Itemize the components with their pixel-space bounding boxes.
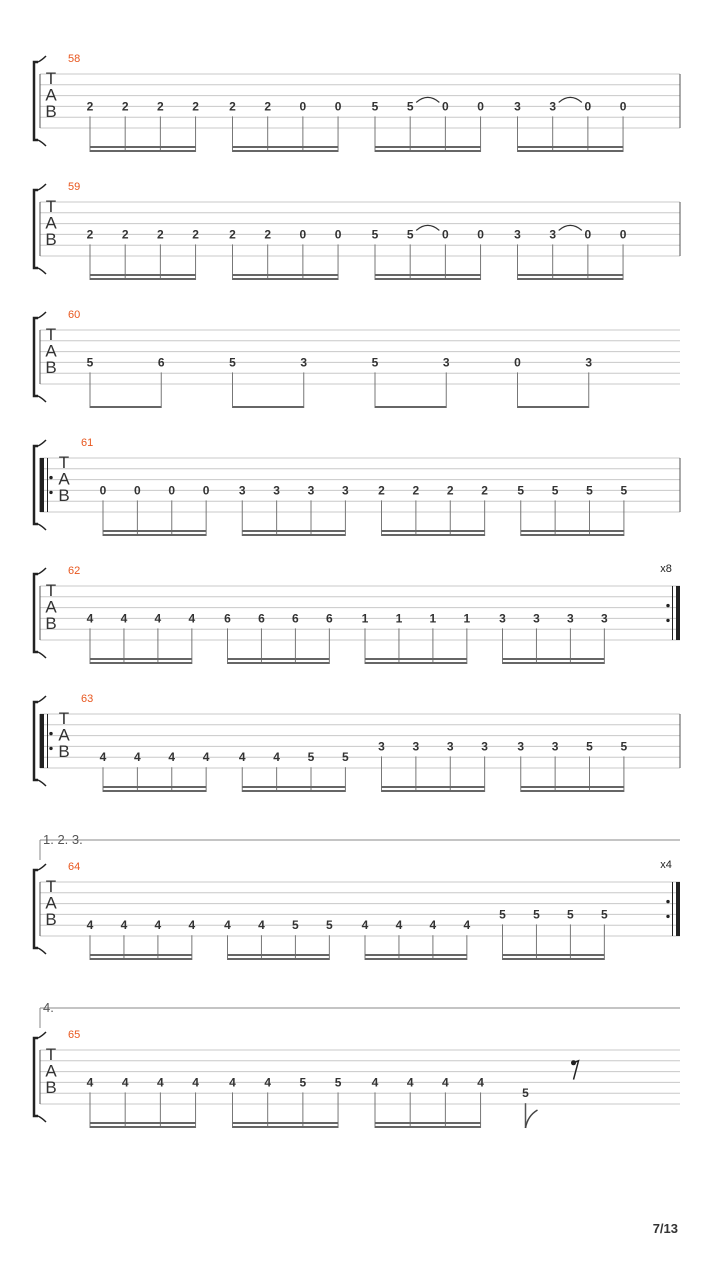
fret-number: 2 <box>446 483 454 498</box>
fret-number: 4 <box>86 918 94 933</box>
repeat-end-thick-bar <box>676 586 680 640</box>
beam-secondary <box>233 146 339 148</box>
tab-system-63 <box>34 693 680 792</box>
beam-secondary <box>365 658 467 660</box>
fret-number: 4 <box>273 750 280 765</box>
fret-number: 3 <box>514 227 521 242</box>
fret-number: 5 <box>522 1086 529 1101</box>
volta-label: 1. 2. 3. <box>43 832 83 847</box>
beam-primary <box>90 662 192 664</box>
fret-number: 0 <box>584 227 592 242</box>
beam-primary <box>503 958 605 960</box>
fret-number: 0 <box>299 227 307 242</box>
tab-clef-b: B <box>45 357 57 377</box>
beam-secondary <box>375 1122 481 1124</box>
fret-number: 4 <box>224 918 231 933</box>
system-bracket <box>34 446 38 524</box>
beam-secondary <box>90 274 196 276</box>
beam-secondary <box>521 786 624 788</box>
beam-group <box>87 99 200 152</box>
beam-group <box>100 750 210 792</box>
beam-secondary <box>233 274 339 276</box>
beam-secondary <box>242 786 345 788</box>
tab-clef-b: B <box>58 741 70 761</box>
beam-group <box>517 483 627 536</box>
beam-group <box>372 1075 485 1128</box>
fret-number: 5 <box>229 355 236 370</box>
beam-secondary <box>375 146 481 148</box>
beam-secondary <box>90 1122 196 1124</box>
beam-secondary <box>103 786 206 788</box>
fret-number: 3 <box>300 355 308 370</box>
tab-clef-t: T <box>45 876 57 896</box>
fret-number: 0 <box>334 99 342 114</box>
fret-number: 0 <box>334 227 342 242</box>
beam-group <box>229 355 307 408</box>
eighth-flag <box>526 1110 538 1128</box>
fret-number: 0 <box>299 99 307 114</box>
fret-number: 3 <box>551 739 559 754</box>
fret-number: 4 <box>120 918 128 933</box>
repeat-dot <box>666 915 669 918</box>
beam-primary <box>90 278 196 280</box>
fret-number: 5 <box>307 750 315 765</box>
fret-number: 3 <box>481 739 488 754</box>
tab-clef-t: T <box>45 68 57 88</box>
system-bracket <box>34 870 38 948</box>
fret-number: 5 <box>533 907 540 922</box>
fret-number: 0 <box>619 99 627 114</box>
fret-number: 0 <box>477 227 484 242</box>
fret-number: 0 <box>168 483 176 498</box>
tab-clef-t: T <box>58 708 70 728</box>
beam-primary <box>90 1126 196 1128</box>
fret-number: 3 <box>601 611 608 626</box>
repeat-start-thick-bar <box>40 458 44 512</box>
beam-secondary <box>518 274 624 276</box>
beam-primary <box>518 406 589 408</box>
fret-number: 4 <box>238 750 246 765</box>
tab-clef-t: T <box>45 580 57 600</box>
beam-secondary <box>382 530 485 532</box>
fret-number: 4 <box>188 611 196 626</box>
beam-primary <box>90 958 192 960</box>
beam-group <box>87 611 196 664</box>
fret-number: 1 <box>463 611 471 626</box>
repeat-dot <box>49 732 52 735</box>
bar-number: 60 <box>68 309 81 321</box>
fret-number: 5 <box>499 907 506 922</box>
fret-number: 2 <box>481 483 488 498</box>
fret-number: 5 <box>371 99 379 114</box>
beam-group <box>514 97 627 152</box>
beam-primary <box>103 534 206 536</box>
repeat-end-thick-bar <box>676 882 680 936</box>
beam-secondary <box>382 786 485 788</box>
fret-number: 3 <box>238 483 246 498</box>
fret-number: 3 <box>517 739 525 754</box>
beam-primary <box>375 150 481 152</box>
beam-primary <box>233 1126 339 1128</box>
repeat-count: x4 <box>660 859 672 871</box>
beam-group <box>229 227 342 280</box>
fret-number: 5 <box>371 227 379 242</box>
fret-number: 5 <box>299 1075 307 1090</box>
beam-primary <box>233 278 339 280</box>
tab-clef-a: A <box>45 341 57 361</box>
fret-number: 5 <box>601 907 608 922</box>
tab-clef-a: A <box>58 469 70 489</box>
beam-secondary <box>228 954 330 956</box>
beam-primary <box>228 662 330 664</box>
fret-number: 3 <box>342 483 349 498</box>
beam-secondary <box>503 658 605 660</box>
fret-number: 4 <box>86 611 94 626</box>
bar-number: 64 <box>68 861 81 873</box>
tie-arc <box>416 225 439 230</box>
beam-primary <box>242 790 345 792</box>
bar-number: 63 <box>81 693 94 705</box>
fret-number: 4 <box>264 1075 272 1090</box>
fret-number: 4 <box>361 918 369 933</box>
fret-number: 4 <box>86 1075 94 1090</box>
system-bracket <box>34 318 38 396</box>
fret-number: 3 <box>378 739 385 754</box>
fret-number: 5 <box>620 483 628 498</box>
beam-group <box>87 918 196 960</box>
tab-system-60 <box>34 309 680 408</box>
fret-number: 3 <box>549 99 557 114</box>
fret-number: 4 <box>429 918 437 933</box>
fret-number: 5 <box>586 739 593 754</box>
beam-primary <box>233 150 339 152</box>
beam-primary <box>365 958 467 960</box>
beam-primary <box>382 534 485 536</box>
fret-number: 4 <box>188 918 196 933</box>
fret-number: 3 <box>533 611 540 626</box>
fret-number: 3 <box>585 355 593 370</box>
fret-number: 2 <box>264 227 272 242</box>
fret-number: 2 <box>157 99 164 114</box>
fret-number: 5 <box>620 739 628 754</box>
tie-arc <box>416 97 439 102</box>
fret-number: 5 <box>567 907 574 922</box>
fret-number: 0 <box>134 483 141 498</box>
volta-label: 4. <box>43 1000 54 1015</box>
beam-group <box>87 355 165 408</box>
fret-number: 4 <box>99 750 107 765</box>
beam-secondary <box>90 146 196 148</box>
bar-number: 58 <box>68 53 81 65</box>
tab-clef-t: T <box>45 324 57 344</box>
fret-number: 0 <box>619 227 627 242</box>
fret-number: 6 <box>292 611 299 626</box>
fret-number: 5 <box>586 483 593 498</box>
beam-secondary <box>242 530 345 532</box>
fret-number: 2 <box>229 227 236 242</box>
beam-secondary <box>521 530 624 532</box>
fret-number: 0 <box>477 99 484 114</box>
beam-primary <box>242 534 345 536</box>
fret-number: 4 <box>121 1075 129 1090</box>
beam-primary <box>521 790 624 792</box>
fret-number: 4 <box>395 918 403 933</box>
fret-number: 2 <box>378 483 385 498</box>
tab-system-62 <box>34 563 680 664</box>
fret-number: 2 <box>86 227 94 242</box>
system-bracket <box>34 62 38 140</box>
beam-group <box>517 739 627 792</box>
fret-number: 5 <box>326 918 333 933</box>
fret-number: 0 <box>584 99 592 114</box>
beam-group <box>239 483 349 536</box>
beam-primary <box>518 150 624 152</box>
beam-group <box>224 611 333 664</box>
fret-number: 5 <box>342 750 349 765</box>
fret-number: 5 <box>517 483 525 498</box>
beam-primary <box>103 790 206 792</box>
fret-number: 3 <box>549 227 557 242</box>
tab-clef-b: B <box>45 229 57 249</box>
beam-primary <box>90 150 196 152</box>
beam-secondary <box>375 274 481 276</box>
fret-number: 3 <box>412 739 420 754</box>
beam-primary <box>503 662 605 664</box>
fret-number: 5 <box>406 99 414 114</box>
fret-number: 0 <box>442 99 449 114</box>
fret-number: 3 <box>446 739 454 754</box>
beam-group <box>499 907 608 960</box>
fret-number: 4 <box>202 750 210 765</box>
system-bracket <box>34 702 38 780</box>
tab-clef-a: A <box>58 725 70 745</box>
beam-secondary <box>90 954 192 956</box>
fret-number: 2 <box>157 227 164 242</box>
beam-group <box>514 225 627 280</box>
repeat-dot <box>49 476 52 479</box>
tab-clef-a: A <box>45 597 57 617</box>
bar-number: 65 <box>68 1029 81 1041</box>
beam-primary <box>375 406 446 408</box>
fret-number: 0 <box>99 483 107 498</box>
tab-system-65 <box>34 1000 680 1128</box>
tab-clef-a: A <box>45 893 57 913</box>
fret-number: 5 <box>292 918 299 933</box>
fret-number: 4 <box>371 1075 379 1090</box>
repeat-dot <box>666 900 669 903</box>
fret-number: 2 <box>86 99 94 114</box>
fret-number: 4 <box>406 1075 414 1090</box>
fret-number: 0 <box>202 483 210 498</box>
repeat-dot <box>666 604 669 607</box>
beam-primary <box>382 790 485 792</box>
beam-primary <box>233 406 304 408</box>
repeat-dot <box>49 747 52 750</box>
beam-secondary <box>103 530 206 532</box>
tab-clef-t: T <box>58 452 70 472</box>
tab-clef-a: A <box>45 1061 57 1081</box>
fret-number: 4 <box>120 611 128 626</box>
fret-number: 6 <box>224 611 231 626</box>
fret-number: 3 <box>514 99 521 114</box>
fret-number: 4 <box>229 1075 236 1090</box>
beam-group <box>499 611 608 664</box>
beam-primary <box>228 958 330 960</box>
fret-number: 5 <box>551 483 559 498</box>
beam-group <box>87 1075 200 1128</box>
fret-number: 4 <box>154 611 162 626</box>
fret-number: 4 <box>168 750 176 765</box>
beam-primary <box>365 662 467 664</box>
tab-system-64 <box>34 832 680 960</box>
repeat-dot <box>666 619 669 622</box>
fret-number: 2 <box>264 99 272 114</box>
fret-number: 1 <box>361 611 369 626</box>
fret-number: 3 <box>567 611 574 626</box>
fret-number: 4 <box>258 918 265 933</box>
system-bracket <box>34 190 38 268</box>
fret-number: 3 <box>499 611 506 626</box>
tab-clef-b: B <box>45 1077 57 1097</box>
fret-number: 6 <box>258 611 265 626</box>
tab-clef-b: B <box>45 909 57 929</box>
beam-secondary <box>228 658 330 660</box>
tab-clef-t: T <box>45 1044 57 1064</box>
fret-number: 4 <box>192 1075 199 1090</box>
fret-number: 6 <box>326 611 333 626</box>
fret-number: 4 <box>134 750 141 765</box>
fret-number: 2 <box>121 99 129 114</box>
page-number: 7/13 <box>652 1221 678 1236</box>
tie-arc <box>559 225 582 230</box>
beam-group <box>362 611 471 664</box>
fret-number: 5 <box>334 1075 342 1090</box>
tab-system-58 <box>34 53 680 152</box>
beam-primary <box>90 406 161 408</box>
beam-group <box>362 918 471 960</box>
fret-number: 2 <box>121 227 129 242</box>
beam-secondary <box>503 954 605 956</box>
beam-group <box>224 918 333 960</box>
beam-primary <box>521 534 624 536</box>
fret-number: 5 <box>406 227 414 242</box>
beam-group <box>100 483 210 536</box>
beam-group <box>372 355 450 408</box>
tab-system-61 <box>34 437 680 536</box>
fret-number: 4 <box>477 1075 484 1090</box>
beam-primary <box>375 1126 481 1128</box>
fret-number: 3 <box>273 483 280 498</box>
fret-number: 4 <box>442 1075 449 1090</box>
fret-number: 2 <box>412 483 420 498</box>
repeat-start-thick-bar <box>40 714 44 768</box>
fret-number: 4 <box>154 918 162 933</box>
repeat-dot <box>49 491 52 494</box>
fret-number: 3 <box>307 483 315 498</box>
beam-group <box>378 483 488 536</box>
beam-secondary <box>365 954 467 956</box>
tab-clef-b: B <box>45 101 57 121</box>
tab-clef-a: A <box>45 85 57 105</box>
beam-group <box>372 97 485 152</box>
fret-number: 1 <box>395 611 403 626</box>
beam-primary <box>518 278 624 280</box>
fret-number: 2 <box>192 227 199 242</box>
beam-secondary <box>233 1122 339 1124</box>
beam-group <box>372 225 485 280</box>
fret-number: 1 <box>429 611 437 626</box>
fret-number: 6 <box>157 355 165 370</box>
tab-system-59 <box>34 181 680 280</box>
fret-number: 0 <box>514 355 521 370</box>
tab-clef-a: A <box>45 213 57 233</box>
beam-group <box>514 355 592 408</box>
system-bracket <box>34 1038 38 1116</box>
beam-group <box>229 1075 342 1128</box>
tab-clef-b: B <box>58 485 70 505</box>
beam-group <box>378 739 488 792</box>
system-bracket <box>34 574 38 652</box>
tab-clef-t: T <box>45 196 57 216</box>
bar-number: 62 <box>68 565 81 577</box>
beam-secondary <box>518 146 624 148</box>
beam-primary <box>375 278 481 280</box>
bar-number: 59 <box>68 181 81 193</box>
fret-number: 2 <box>192 99 199 114</box>
bar-number: 61 <box>81 437 94 449</box>
beam-group <box>239 750 349 792</box>
beam-secondary <box>90 658 192 660</box>
fret-number: 2 <box>229 99 236 114</box>
fret-number: 5 <box>86 355 94 370</box>
fret-number: 5 <box>371 355 379 370</box>
fret-number: 0 <box>442 227 449 242</box>
fret-number: 3 <box>442 355 450 370</box>
beam-group <box>229 99 342 152</box>
fret-number: 4 <box>463 918 471 933</box>
tab-clef-b: B <box>45 613 57 633</box>
repeat-count: x8 <box>660 563 672 575</box>
beam-group <box>87 227 200 280</box>
fret-number: 4 <box>157 1075 164 1090</box>
tie-arc <box>559 97 582 102</box>
